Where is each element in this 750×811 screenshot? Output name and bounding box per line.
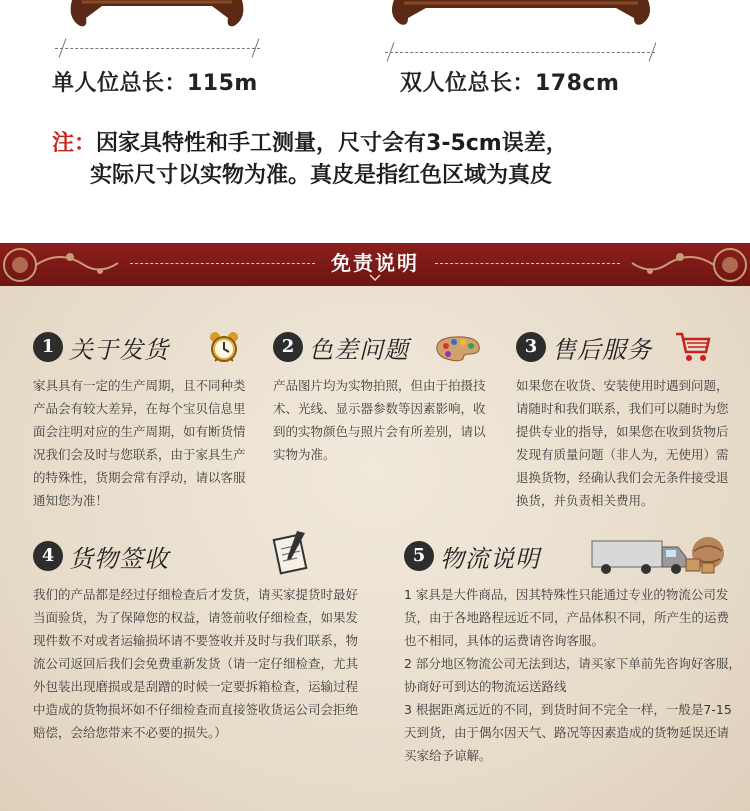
item-title: 关于发货 [69,336,169,364]
text-line: 1 家具是大件商品，因其特殊性只能通过专业的物流公司发 [404,587,729,602]
text-line: 术、光线、显示器参数等因素影响，收 [273,401,486,416]
text-line: 赔偿，会给您带来不必要的损失。） [33,725,227,740]
text-line: 货，由于各地路程远近不同，产品体积不同，所产生的运费 [404,610,730,625]
disclaimer-panel [0,243,750,811]
text-line: 外包装出现磨损或是刮蹭的时候一定要拆箱检查，运输过程 [33,679,359,694]
text-line: 到的实物颜色与照片会有所差别，请以 [273,424,486,439]
sofa-leg-image-double [386,0,656,30]
text-line: 家具具有一定的生产周期，且不同种类 [33,378,246,393]
disclaimer-banner [0,243,750,286]
item-number: 4 [33,541,63,571]
note-line-1: 因家具特性和手工测量，尺寸会有3-5cm误差， [96,131,568,156]
item-text [33,583,358,744]
text-line: 发现有质量问题（非人为，无使用）需 [516,447,729,462]
double-seat-length: 双人位总长：178cm [400,71,620,96]
text-line: 换货，并负责相关费用。 [516,493,654,508]
text-line: 提供专业的指导，如果您在收到货物后 [516,424,729,439]
delivery-truck-icon [590,531,726,579]
text-line: 流公司返回后我们会免费重新发货（请一定仔细检查，尤其 [33,656,359,671]
dimension-line-double [385,52,655,53]
item-text [516,374,729,512]
alarm-clock-icon [207,330,241,364]
clipboard-pen-icon [271,529,313,575]
item-title: 货物签收 [69,545,169,573]
item-number: 5 [404,541,434,571]
text-line: 如果您在收货、安装使用时遇到问题， [516,378,729,393]
text-line: 中造成的货物损坏如不仔细检查而直接签收货运公司会拒绝 [33,702,359,717]
item-number: 2 [273,332,303,362]
shopping-cart-icon [674,330,712,364]
note-line-2: 实际尺寸以实物为准。真皮是指红色区域为真皮 [90,163,553,188]
text-line: 3 根据距离远近的不同，到货时间不完全一样，一般是7-15 [404,702,732,717]
text-line: 退换货物，经确认我们会无条件接受退 [516,470,729,485]
text-line: 请随时和我们联系，我们可以随时为您 [516,401,729,416]
single-seat-length: 单人位总长：115m [52,71,258,96]
text-line: 产品会有较大差异，在每个宝贝信息里 [33,401,246,416]
disclaimer-title: 免责说明 [331,251,419,275]
item-number: 1 [33,332,63,362]
dimension-section [0,0,750,230]
text-line: 也不相同，具体的运费请咨询客服。 [404,633,605,648]
item-number: 3 [516,332,546,362]
text-line: 协商好可到达的物流运送路线 [404,679,567,694]
text-line: 2 部分地区物流公司无法到达，请买家下单前先咨询好客服， [404,656,741,671]
text-line: 我们的产品都是经过仔细检查后才发货，请买家提货时最好 [33,587,359,602]
sofa-leg-image-single [62,0,252,30]
text-line: 况我们会及时与您联系，由于家具生产 [33,447,246,462]
item-title: 物流说明 [440,545,540,573]
dimension-line-single [55,48,260,49]
text-line: 天到货，由于偶尔因天气、路况等因素造成的货物延误还请 [404,725,730,740]
note-prefix: 注： [52,131,97,156]
item-text [273,374,486,466]
text-line: 当面验货，为了保障您的权益，请签前收仔细检查，如果发 [33,610,359,625]
item-title: 售后服务 [552,336,652,364]
chevron-down-icon [369,274,381,282]
size-note [52,128,568,192]
text-line: 通知您为准！ [33,493,109,508]
text-line: 实物为准。 [273,447,336,462]
text-line: 买家给予谅解。 [404,748,492,763]
text-line: 产品图片均为实物拍照，但由于拍摄技 [273,378,486,393]
item-title: 色差问题 [309,336,409,364]
text-line: 面会注明对应的生产周期，如有断货情 [33,424,246,439]
text-line: 的特殊性，货期会常有浮动，请以客服 [33,470,246,485]
paint-palette-icon [433,334,483,362]
item-text [404,583,741,767]
text-line: 现件数不对或者运输损坏请不要签收并及时与我们联系，物 [33,633,359,648]
item-text [33,374,246,512]
